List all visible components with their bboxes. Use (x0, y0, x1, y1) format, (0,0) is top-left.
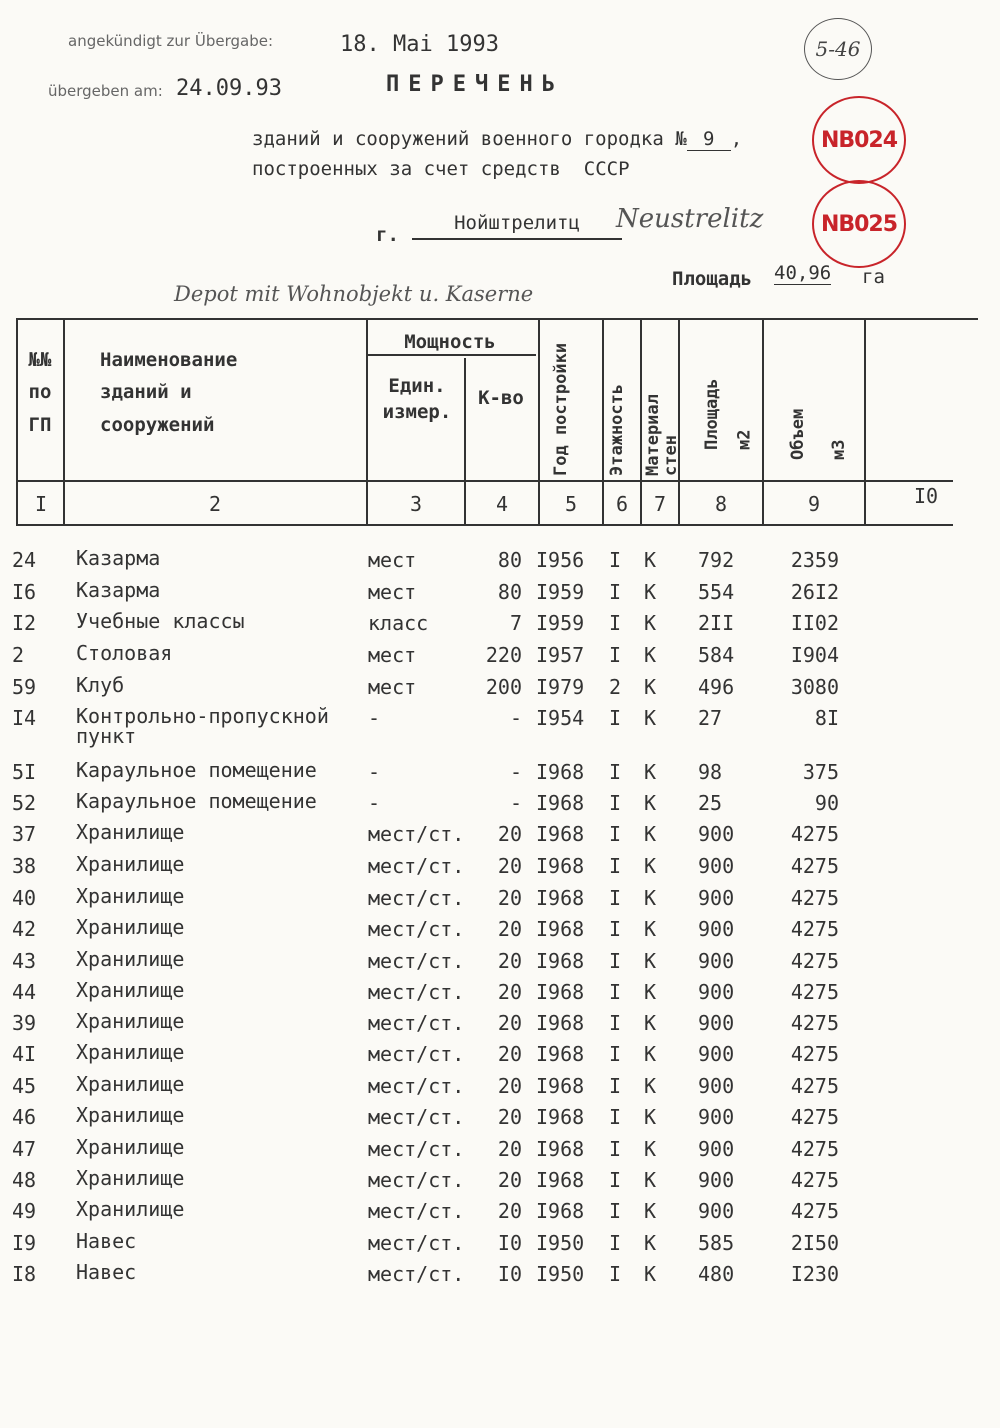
row-material: К (644, 917, 657, 941)
row-unit: мест/ст. (368, 1231, 465, 1255)
row-unit: мест/ст. (368, 822, 465, 846)
row-name: Караульное помещение (76, 789, 317, 813)
row-year: I968 (536, 917, 585, 941)
row-name: Хранилище (76, 884, 185, 908)
row-material: К (644, 1262, 657, 1286)
row-name: Контрольно-пропускной (76, 704, 329, 728)
row-floors: I (608, 1137, 622, 1161)
subtitle-text-2: построенных за счет средств (252, 158, 561, 180)
table-row (0, 1105, 1000, 1135)
row-floors: I (608, 854, 622, 878)
row-unit: мест/ст. (368, 854, 465, 878)
row-qty: 7 (509, 611, 522, 635)
row-unit: мест (368, 580, 417, 604)
header-name: Наименование зданий и сооружений (100, 349, 238, 436)
row-gp: 42 (12, 917, 37, 941)
header-material: Материал стен (643, 394, 681, 476)
row-volume: 2359 (790, 548, 839, 572)
row-name: Хранилище (76, 820, 185, 844)
row-gp: 45 (12, 1074, 37, 1098)
city-handwritten: Neustrelitz (616, 204, 764, 234)
table-row (0, 675, 1000, 705)
subtitle-line-2 (252, 158, 630, 180)
colnum-5: 5 (564, 492, 578, 516)
row-floors: I (608, 980, 622, 1004)
row-name: Столовая (76, 641, 173, 665)
row-qty: 20 (497, 1105, 522, 1129)
row-unit: - (368, 760, 381, 784)
handwritten-note: Depot mit Wohnobjekt u. Kaserne (174, 282, 534, 306)
red-stamp-2: NB025 (812, 180, 906, 268)
row-gp: I6 (12, 580, 37, 604)
row-area: 900 (698, 980, 735, 1004)
row-qty: 20 (497, 854, 522, 878)
row-year: I956 (536, 548, 585, 572)
funding-source: СССР (583, 158, 630, 180)
row-volume: 90 (814, 791, 839, 815)
row-material: К (644, 791, 657, 815)
table-row (0, 1042, 1000, 1072)
area-value: 40,96 (774, 262, 832, 284)
row-floors: I (608, 611, 622, 635)
table-row (0, 1168, 1000, 1198)
row-floors: I (608, 791, 622, 815)
row-name: Хранилище (76, 1197, 185, 1221)
row-area: 900 (698, 1105, 735, 1129)
row-name: Хранилище (76, 978, 185, 1002)
garrison-number: 9 (687, 128, 731, 151)
row-area: 496 (698, 675, 735, 699)
row-volume: 4275 (790, 1199, 839, 1223)
table-row (0, 1199, 1000, 1229)
row-unit: мест (368, 675, 417, 699)
table-top-border (16, 318, 978, 320)
row-name: Казарма (76, 546, 161, 570)
table-row (0, 886, 1000, 916)
row-gp: 4I (12, 1042, 37, 1066)
row-area: 900 (698, 822, 735, 846)
row-volume: I904 (790, 643, 839, 667)
row-area: 900 (698, 1168, 735, 1192)
colnum-8: 8 (714, 492, 728, 516)
row-material: К (644, 675, 657, 699)
row-material: К (644, 854, 657, 878)
row-material: К (644, 1074, 657, 1098)
row-material: К (644, 1137, 657, 1161)
row-unit: мест/ст. (368, 1074, 465, 1098)
row-floors: I (608, 1262, 622, 1286)
city-name: Нойштрелитц (412, 212, 622, 240)
row-unit: мест (368, 643, 417, 667)
row-material: К (644, 1168, 657, 1192)
row-volume: 4275 (790, 886, 839, 910)
row-floors: I (608, 822, 622, 846)
row-name: Хранилище (76, 1072, 185, 1096)
table-row (0, 822, 1000, 852)
row-gp: 59 (12, 675, 37, 699)
row-year: I968 (536, 886, 585, 910)
row-volume: 4275 (790, 1168, 839, 1192)
row-volume: II02 (790, 611, 839, 635)
row-qty: 20 (497, 917, 522, 941)
colnum-6: 6 (615, 492, 629, 516)
row-material: К (644, 760, 657, 784)
row-year: I950 (536, 1231, 585, 1255)
colnum-4: 4 (495, 492, 509, 516)
city-prefix: г. (376, 224, 399, 246)
row-area: 25 (698, 791, 723, 815)
header-floors: Этажность (607, 383, 627, 476)
header-gp: №№ по ГП (28, 349, 52, 436)
row-floors: I (608, 949, 622, 973)
row-floors: I (608, 1231, 622, 1255)
handed-label: übergeben am: (48, 82, 163, 100)
row-area: 900 (698, 949, 735, 973)
table-row (0, 704, 1000, 748)
row-gp: 49 (12, 1199, 37, 1223)
row-area: 900 (698, 917, 735, 941)
row-year: I968 (536, 980, 585, 1004)
row-material: К (644, 1199, 657, 1223)
table-row (0, 760, 1000, 790)
header-unit: Един. измер. (382, 375, 452, 423)
row-floors: I (608, 1199, 622, 1223)
row-unit: мест/ст. (368, 1199, 465, 1223)
row-area: 900 (698, 1042, 735, 1066)
row-year: I968 (536, 822, 585, 846)
row-name: Хранилище (76, 1009, 185, 1033)
row-year: I954 (536, 706, 585, 730)
row-qty: I0 (497, 1262, 522, 1286)
row-area: 900 (698, 886, 735, 910)
row-gp: 39 (12, 1011, 37, 1035)
row-gp: I8 (12, 1262, 37, 1286)
row-material: К (644, 548, 657, 572)
row-name: Клуб (76, 673, 125, 697)
row-name: Учебные классы (76, 609, 245, 633)
row-area: 27 (698, 706, 723, 730)
row-year: I968 (536, 854, 585, 878)
row-gp: 2 (12, 643, 25, 667)
table-row (0, 980, 1000, 1010)
row-qty: I0 (497, 1231, 522, 1255)
colnum-2: 2 (208, 492, 222, 516)
row-unit: - (368, 791, 381, 815)
row-gp: 44 (12, 980, 37, 1004)
row-year: I968 (536, 949, 585, 973)
red-stamp-1: NB024 (812, 96, 906, 184)
row-unit: класс (368, 611, 429, 635)
row-name: Хранилище (76, 915, 185, 939)
row-area: 900 (698, 1074, 735, 1098)
row-unit: мест/ст. (368, 949, 465, 973)
colnum-1: I (34, 492, 48, 516)
row-floors: I (608, 1042, 622, 1066)
row-name: Хранилище (76, 1135, 185, 1159)
row-area: 554 (698, 580, 735, 604)
row-volume: 4275 (790, 1011, 839, 1035)
table-row (0, 1011, 1000, 1041)
row-qty: 20 (497, 949, 522, 973)
row-area: 792 (698, 548, 735, 572)
row-name: Навес (76, 1260, 137, 1284)
table-row (0, 548, 1000, 578)
row-volume: 4275 (790, 917, 839, 941)
table-row (0, 791, 1000, 821)
row-qty: - (509, 760, 522, 784)
row-area: 900 (698, 1137, 735, 1161)
table-header-bottom (16, 524, 953, 526)
row-unit: - (368, 706, 381, 730)
row-qty: 20 (497, 1137, 522, 1161)
area-unit: га (862, 266, 885, 288)
row-gp: 24 (12, 548, 37, 572)
row-material: К (644, 980, 657, 1004)
area-label: Площадь (672, 268, 753, 290)
row-gp: I9 (12, 1231, 37, 1255)
row-year: I968 (536, 760, 585, 784)
row-gp: 52 (12, 791, 37, 815)
row-floors: I (608, 1168, 622, 1192)
row-floors: I (608, 548, 622, 572)
row-area: 98 (698, 760, 723, 784)
colnum-9: 9 (807, 492, 821, 516)
row-gp: 43 (12, 949, 37, 973)
row-volume: 4275 (790, 822, 839, 846)
header-area: Площадь м2 (702, 378, 755, 450)
row-year: I959 (536, 580, 585, 604)
row-name: Навес (76, 1229, 137, 1253)
row-volume: 8I (814, 706, 839, 730)
row-area: 584 (698, 643, 735, 667)
row-volume: 4275 (790, 949, 839, 973)
row-volume: 4275 (790, 1074, 839, 1098)
row-qty: 20 (497, 822, 522, 846)
row-volume: 3080 (790, 675, 839, 699)
row-qty: 80 (497, 548, 522, 572)
announced-date: 18. Mai 1993 (340, 32, 499, 57)
table-row (0, 1262, 1000, 1292)
row-year: I968 (536, 1137, 585, 1161)
row-name: Караульное помещение (76, 758, 317, 782)
row-floors: I (608, 580, 622, 604)
reference-number: 5-46 (804, 18, 872, 80)
row-unit: мест/ст. (368, 980, 465, 1004)
row-area: 900 (698, 854, 735, 878)
row-volume: 4275 (790, 1105, 839, 1129)
row-gp: 37 (12, 822, 37, 846)
table-row (0, 580, 1000, 610)
table-row (0, 1137, 1000, 1167)
row-material: К (644, 822, 657, 846)
table-row (0, 611, 1000, 641)
row-unit: мест/ст. (368, 917, 465, 941)
row-floors: I (608, 1011, 622, 1035)
row-floors: I (608, 886, 622, 910)
row-material: К (644, 611, 657, 635)
row-qty: 200 (485, 675, 522, 699)
row-gp: 5I (12, 760, 37, 784)
row-volume: 2I50 (790, 1231, 839, 1255)
row-gp: 47 (12, 1137, 37, 1161)
handed-date: 24.09.93 (176, 76, 282, 101)
row-volume: 4275 (790, 854, 839, 878)
row-unit: мест/ст. (368, 1262, 465, 1286)
row-unit: мест/ст. (368, 1168, 465, 1192)
row-material: К (644, 580, 657, 604)
row-material: К (644, 886, 657, 910)
row-year: I968 (536, 1168, 585, 1192)
row-year: I968 (536, 1011, 585, 1035)
row-name: Хранилище (76, 1040, 185, 1064)
header-year: Год постройки (551, 342, 571, 476)
header-qty: К-во (478, 387, 524, 409)
row-volume: 375 (802, 760, 839, 784)
row-year: I957 (536, 643, 585, 667)
header-volume: Объем м3 (788, 408, 849, 460)
row-material: К (644, 1231, 657, 1255)
table-row (0, 949, 1000, 979)
row-name-continued: пункт (76, 724, 137, 748)
table-row (0, 917, 1000, 947)
row-name: Хранилище (76, 1103, 185, 1127)
row-name: Хранилище (76, 947, 185, 971)
row-area: 900 (698, 1011, 735, 1035)
table-row (0, 1231, 1000, 1261)
row-volume: 4275 (790, 980, 839, 1004)
header-capacity: Мощность (404, 331, 496, 353)
row-unit: мест (368, 548, 417, 572)
row-year: I979 (536, 675, 585, 699)
row-unit: мест/ст. (368, 1011, 465, 1035)
row-qty: 20 (497, 1074, 522, 1098)
colnum-10: I0 (913, 484, 939, 508)
row-floors: I (608, 1105, 622, 1129)
row-floors: I (608, 706, 622, 730)
row-floors: 2 (608, 675, 622, 699)
col-line-1 (63, 318, 65, 526)
row-gp: 38 (12, 854, 37, 878)
row-qty: 20 (497, 1199, 522, 1223)
subtitle-line-1: зданий и сооружений военного городка № 9 , (252, 128, 743, 150)
colnum-7: 7 (653, 492, 667, 516)
row-volume: I230 (790, 1262, 839, 1286)
row-area: 585 (698, 1231, 735, 1255)
row-year: I968 (536, 791, 585, 815)
row-name: Казарма (76, 578, 161, 602)
colnum-3: 3 (409, 492, 423, 516)
row-unit: мест/ст. (368, 1105, 465, 1129)
row-material: К (644, 706, 657, 730)
row-unit: мест/ст. (368, 1137, 465, 1161)
row-material: К (644, 1042, 657, 1066)
row-qty: 20 (497, 1011, 522, 1035)
announced-label: angekündigt zur Übergabe: (68, 32, 274, 50)
row-gp: 46 (12, 1105, 37, 1129)
table-header-divider (16, 480, 953, 482)
row-name: Хранилище (76, 1166, 185, 1190)
row-year: I968 (536, 1074, 585, 1098)
row-gp: I2 (12, 611, 37, 635)
row-floors: I (608, 1074, 622, 1098)
row-gp: 48 (12, 1168, 37, 1192)
row-floors: I (608, 760, 622, 784)
row-material: К (644, 949, 657, 973)
row-volume: 4275 (790, 1042, 839, 1066)
row-year: I950 (536, 1262, 585, 1286)
table-row (0, 1074, 1000, 1104)
row-unit: мест/ст. (368, 886, 465, 910)
row-area: 900 (698, 1199, 735, 1223)
row-area: 2II (698, 611, 735, 635)
table-row (0, 643, 1000, 673)
row-year: I968 (536, 1042, 585, 1066)
row-qty: 80 (497, 580, 522, 604)
row-qty: 220 (485, 643, 522, 667)
row-year: I959 (536, 611, 585, 635)
row-name: Хранилище (76, 852, 185, 876)
row-qty: 20 (497, 980, 522, 1004)
row-floors: I (608, 643, 622, 667)
col-line-0 (16, 318, 18, 526)
row-material: К (644, 643, 657, 667)
row-qty: 20 (497, 886, 522, 910)
table-row (0, 854, 1000, 884)
row-year: I968 (536, 1199, 585, 1223)
row-volume: 4275 (790, 1137, 839, 1161)
row-year: I968 (536, 1105, 585, 1129)
row-unit: мест/ст. (368, 1042, 465, 1066)
row-volume: 26I2 (790, 580, 839, 604)
row-qty: 20 (497, 1168, 522, 1192)
row-material: К (644, 1011, 657, 1035)
row-floors: I (608, 917, 622, 941)
row-qty: 20 (497, 1042, 522, 1066)
row-material: К (644, 1105, 657, 1129)
row-gp: I4 (12, 706, 37, 730)
row-gp: 40 (12, 886, 37, 910)
row-qty: - (509, 706, 522, 730)
row-area: 480 (698, 1262, 735, 1286)
row-qty: - (509, 791, 522, 815)
subtitle-text-1: зданий и сооружений военного городка № (252, 128, 687, 150)
page-title: ПЕРЕЧЕНЬ (386, 72, 564, 97)
